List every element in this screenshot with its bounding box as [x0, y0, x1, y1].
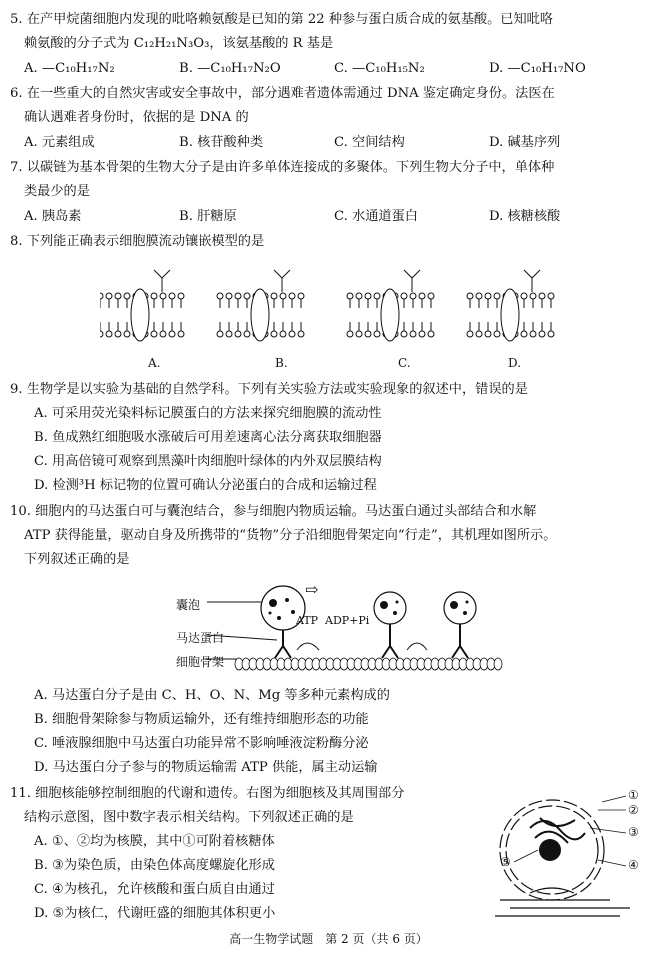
q11-stem-line1: 11. 细胞核能够控制细胞的代谢和遗传。右图为细胞核及其周围部分	[10, 786, 405, 801]
q11-option-d[interactable]: D. ⑤为核仁，代谢旺盛的细胞其体积更小	[34, 906, 276, 921]
q7-stem-line1: 7. 以碳链为基本骨架的生物大分子是由许多单体连接成的多聚体。下列生物大分子中，单体种	[10, 160, 555, 175]
q9-option-b[interactable]: B. 鱼成熟红细胞吸水涨破后可用差速离心法分离获取细胞器	[34, 430, 382, 445]
vesicle-3-icon	[444, 592, 476, 624]
chromatin-icon	[530, 818, 585, 843]
q5-stem-line2: 赖氨酸的分子式为 C₁₂H₂₁N₃O₃，该氨基酸的 R 基是	[24, 36, 334, 51]
membrane-model-b-icon	[217, 270, 304, 341]
question-7	[10, 156, 650, 204]
q6-option-a[interactable]: A. 元素组成	[24, 135, 95, 150]
adp-label: ADP+Pi	[325, 614, 370, 627]
direction-arrow-icon: ⇨	[305, 580, 319, 599]
question-9	[10, 378, 650, 402]
q10-stem-line1: 10. 细胞内的马达蛋白可与囊泡结合，参与细胞内物质运输。马达蛋白通过头部结合和水解	[10, 504, 537, 519]
q7-options	[24, 205, 644, 229]
motor-protein-2-icon	[382, 624, 398, 658]
nucleus-structure-figure	[490, 788, 640, 923]
q5-stem-line1: 5. 在产甲烷菌细胞内发现的吡咯赖氨酸是已知的第 22 种参与蛋白质合成的氨基酸。已知吡咯	[10, 12, 554, 27]
q10-option-b[interactable]: B. 细胞骨架除参与物质运输外，还有维持细胞形态的功能	[34, 712, 369, 727]
q8-label-b[interactable]: B.	[275, 356, 288, 370]
q7-option-d[interactable]: D. 核糖核酸	[489, 209, 561, 224]
q8-label-a[interactable]: A.	[148, 356, 161, 370]
q8-label-d[interactable]: D.	[508, 356, 522, 370]
nucleolus-icon	[539, 839, 561, 861]
motor-protein-1-icon	[275, 630, 291, 658]
question-6	[10, 82, 650, 130]
q6-options	[24, 131, 644, 155]
q10-option-c[interactable]: C. 唾液腺细胞中马达蛋白功能异常不影响唾液淀粉酶分泌	[34, 736, 369, 751]
q10-option-a[interactable]: A. 马达蛋白分子是由 C、H、O、N、Mg 等多种元素构成的	[34, 688, 390, 703]
q10-stem-line2: ATP 获得能量，驱动自身及所携带的“货物”分子沿细胞骨架定向“行走”，其机理如图所示。	[24, 528, 557, 543]
motor-protein-label: 马达蛋白	[176, 631, 225, 645]
q11-option-a[interactable]: A. ①、②均为核膜，其中①可附着核糖体	[34, 834, 275, 849]
membrane-model-d-icon	[467, 270, 554, 341]
structure-2-label: ②	[628, 803, 639, 817]
page-footer: 高一生物学试题 第 2 页（共 6 页）	[229, 932, 428, 946]
q7-option-c[interactable]: C. 水通道蛋白	[334, 209, 418, 224]
q7-stem-line2: 类最少的是	[24, 184, 90, 199]
question-11	[10, 782, 490, 830]
q10-stem-line3: 下列叙述正确的是	[24, 552, 130, 567]
q5-option-d[interactable]: D. —C₁₀H₁₇NO	[489, 61, 586, 76]
q8-stem: 8. 下列能正确表示细胞膜流动镶嵌模型的是	[10, 234, 265, 249]
q9-stem: 9. 生物学是以实验为基础的自然学科。下列有关实验方法或实验现象的叙述中，错误的是	[10, 382, 528, 397]
q11-option-b[interactable]: B. ③为染色质，由染色体高度螺旋化形成	[34, 858, 275, 873]
structure-1-label: ①	[628, 788, 639, 802]
q9-option-a[interactable]: A. 可采用荧光染料标记膜蛋白的方法来探究细胞膜的流动性	[34, 406, 382, 421]
q5-options	[24, 57, 644, 81]
vesicle-2-icon	[374, 592, 406, 624]
q5-option-b[interactable]: B. —C₁₀H₁₇N₂O	[179, 61, 281, 76]
q7-option-a[interactable]: A. 胰岛素	[24, 209, 82, 224]
structure-5-label: ⑤	[500, 855, 511, 869]
q6-option-c[interactable]: C. 空间结构	[334, 135, 405, 150]
atp-label: ATP	[296, 614, 319, 627]
membrane-model-a-icon	[100, 270, 184, 341]
q5-option-c[interactable]: C. —C₁₀H₁₅N₂	[334, 61, 425, 76]
question-5	[10, 8, 650, 56]
structure-4-label: ④	[628, 858, 639, 872]
question-8	[10, 230, 650, 254]
vesicle-label: 囊泡	[176, 598, 201, 612]
membrane-model-c-icon	[347, 270, 434, 341]
membrane-models-figure	[100, 258, 570, 353]
motor-protein-figure	[175, 578, 505, 678]
q6-option-d[interactable]: D. 碱基序列	[489, 135, 561, 150]
q6-stem-line2: 确认遇难者身份时，依据的是 DNA 的	[24, 110, 249, 125]
endoplasmic-reticulum-icon	[495, 888, 630, 916]
q6-option-b[interactable]: B. 核苷酸种类	[179, 135, 264, 150]
question-10	[10, 500, 650, 572]
q5-option-a[interactable]: A. —C₁₀H₁₇N₂	[24, 61, 115, 76]
cytoskeleton-label: 细胞骨架	[176, 655, 225, 669]
q8-label-c[interactable]: C.	[398, 356, 411, 370]
q11-stem-line2: 结构示意图，图中数字表示相关结构。下列叙述正确的是	[24, 810, 354, 825]
q7-option-b[interactable]: B. 肝糖原	[179, 209, 237, 224]
q10-option-d[interactable]: D. 马达蛋白分子参与的物质运输需 ATP 供能，属主动运输	[34, 760, 378, 775]
structure-3-label: ③	[628, 825, 639, 839]
q9-option-d[interactable]: D. 检测³H 标记物的位置可确认分泌蛋白的合成和运输过程	[34, 478, 377, 493]
q9-option-c[interactable]: C. 用高倍镜可观察到黑藻叶肉细胞叶绿体的内外双层膜结构	[34, 454, 382, 469]
q6-stem-line1: 6. 在一些重大的自然灾害或安全事故中，部分遇难者遗体需通过 DNA 鉴定确定身份。法医在	[10, 86, 555, 101]
motor-protein-3-icon	[452, 624, 468, 658]
q11-option-c[interactable]: C. ④为核孔，允许核酸和蛋白质自由通过	[34, 882, 275, 897]
